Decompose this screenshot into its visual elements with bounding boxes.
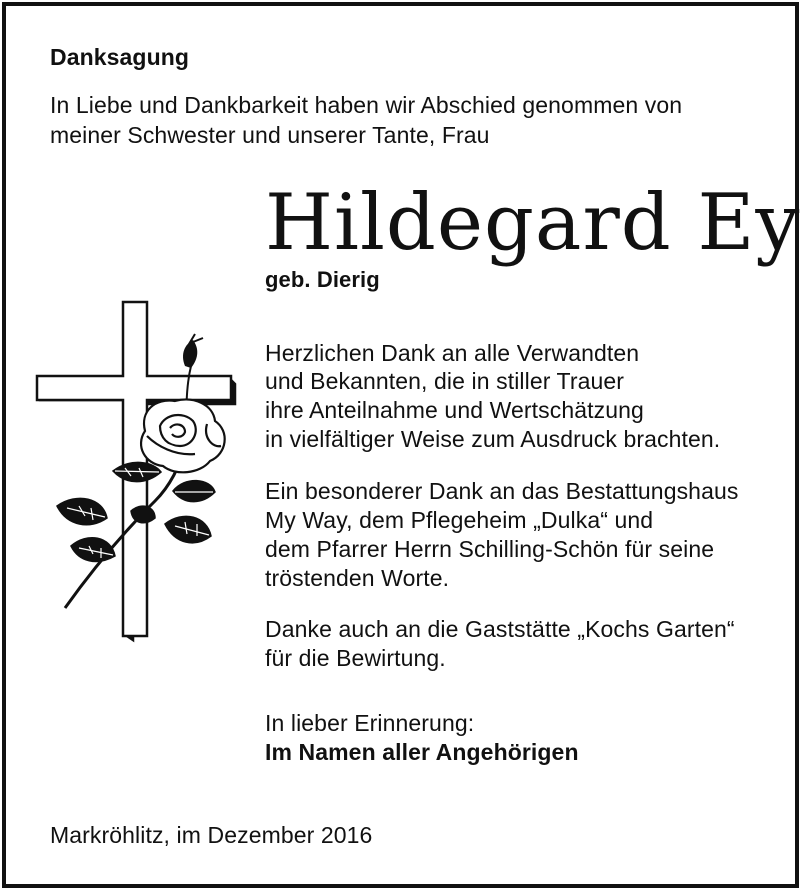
cross-with-rose-icon	[35, 296, 240, 646]
thanks-p3-line-2: für die Bewirtung.	[265, 645, 446, 671]
deceased-name: Hildegard Ey	[265, 178, 800, 268]
closing-line-1: In lieber Erinnerung:	[265, 710, 475, 736]
thanks-p1-line-1: Herzlichen Dank an alle Verwandten	[265, 340, 640, 366]
closing-signature: Im Namen aller Angehörigen	[265, 739, 579, 765]
thanks-p1-line-4: in vielfältiger Weise zum Ausdruck brachten.	[265, 426, 721, 452]
thanks-p1-line-3: ihre Anteilnahme und Wertschätzung	[265, 397, 644, 423]
thanks-p2-line-4: tröstenden Worte.	[265, 565, 450, 591]
heading: Danksagung	[50, 44, 190, 70]
thanks-p1-line-2: und Bekannten, die in stiller Trauer	[265, 368, 625, 394]
birth-name: geb. Dierig	[265, 267, 380, 292]
thanks-p3-line-1: Danke auch an die Gaststätte „Kochs Garten“	[265, 616, 735, 642]
thanks-p2-line-3: dem Pfarrer Herrn Schilling-Schön für seine	[265, 536, 715, 562]
intro-line-1: In Liebe und Dankbarkeit haben wir Abschied genommen von	[50, 92, 683, 118]
place-date: Markröhlitz, im Dezember 2016	[50, 822, 373, 848]
thanks-p2-line-2: My Way, dem Pflegeheim „Dulka“ und	[265, 507, 654, 533]
thanks-p2-line-1: Ein besonderer Dank an das Bestattungshaus	[265, 478, 739, 504]
intro-line-2: meiner Schwester und unserer Tante, Frau	[50, 122, 490, 148]
